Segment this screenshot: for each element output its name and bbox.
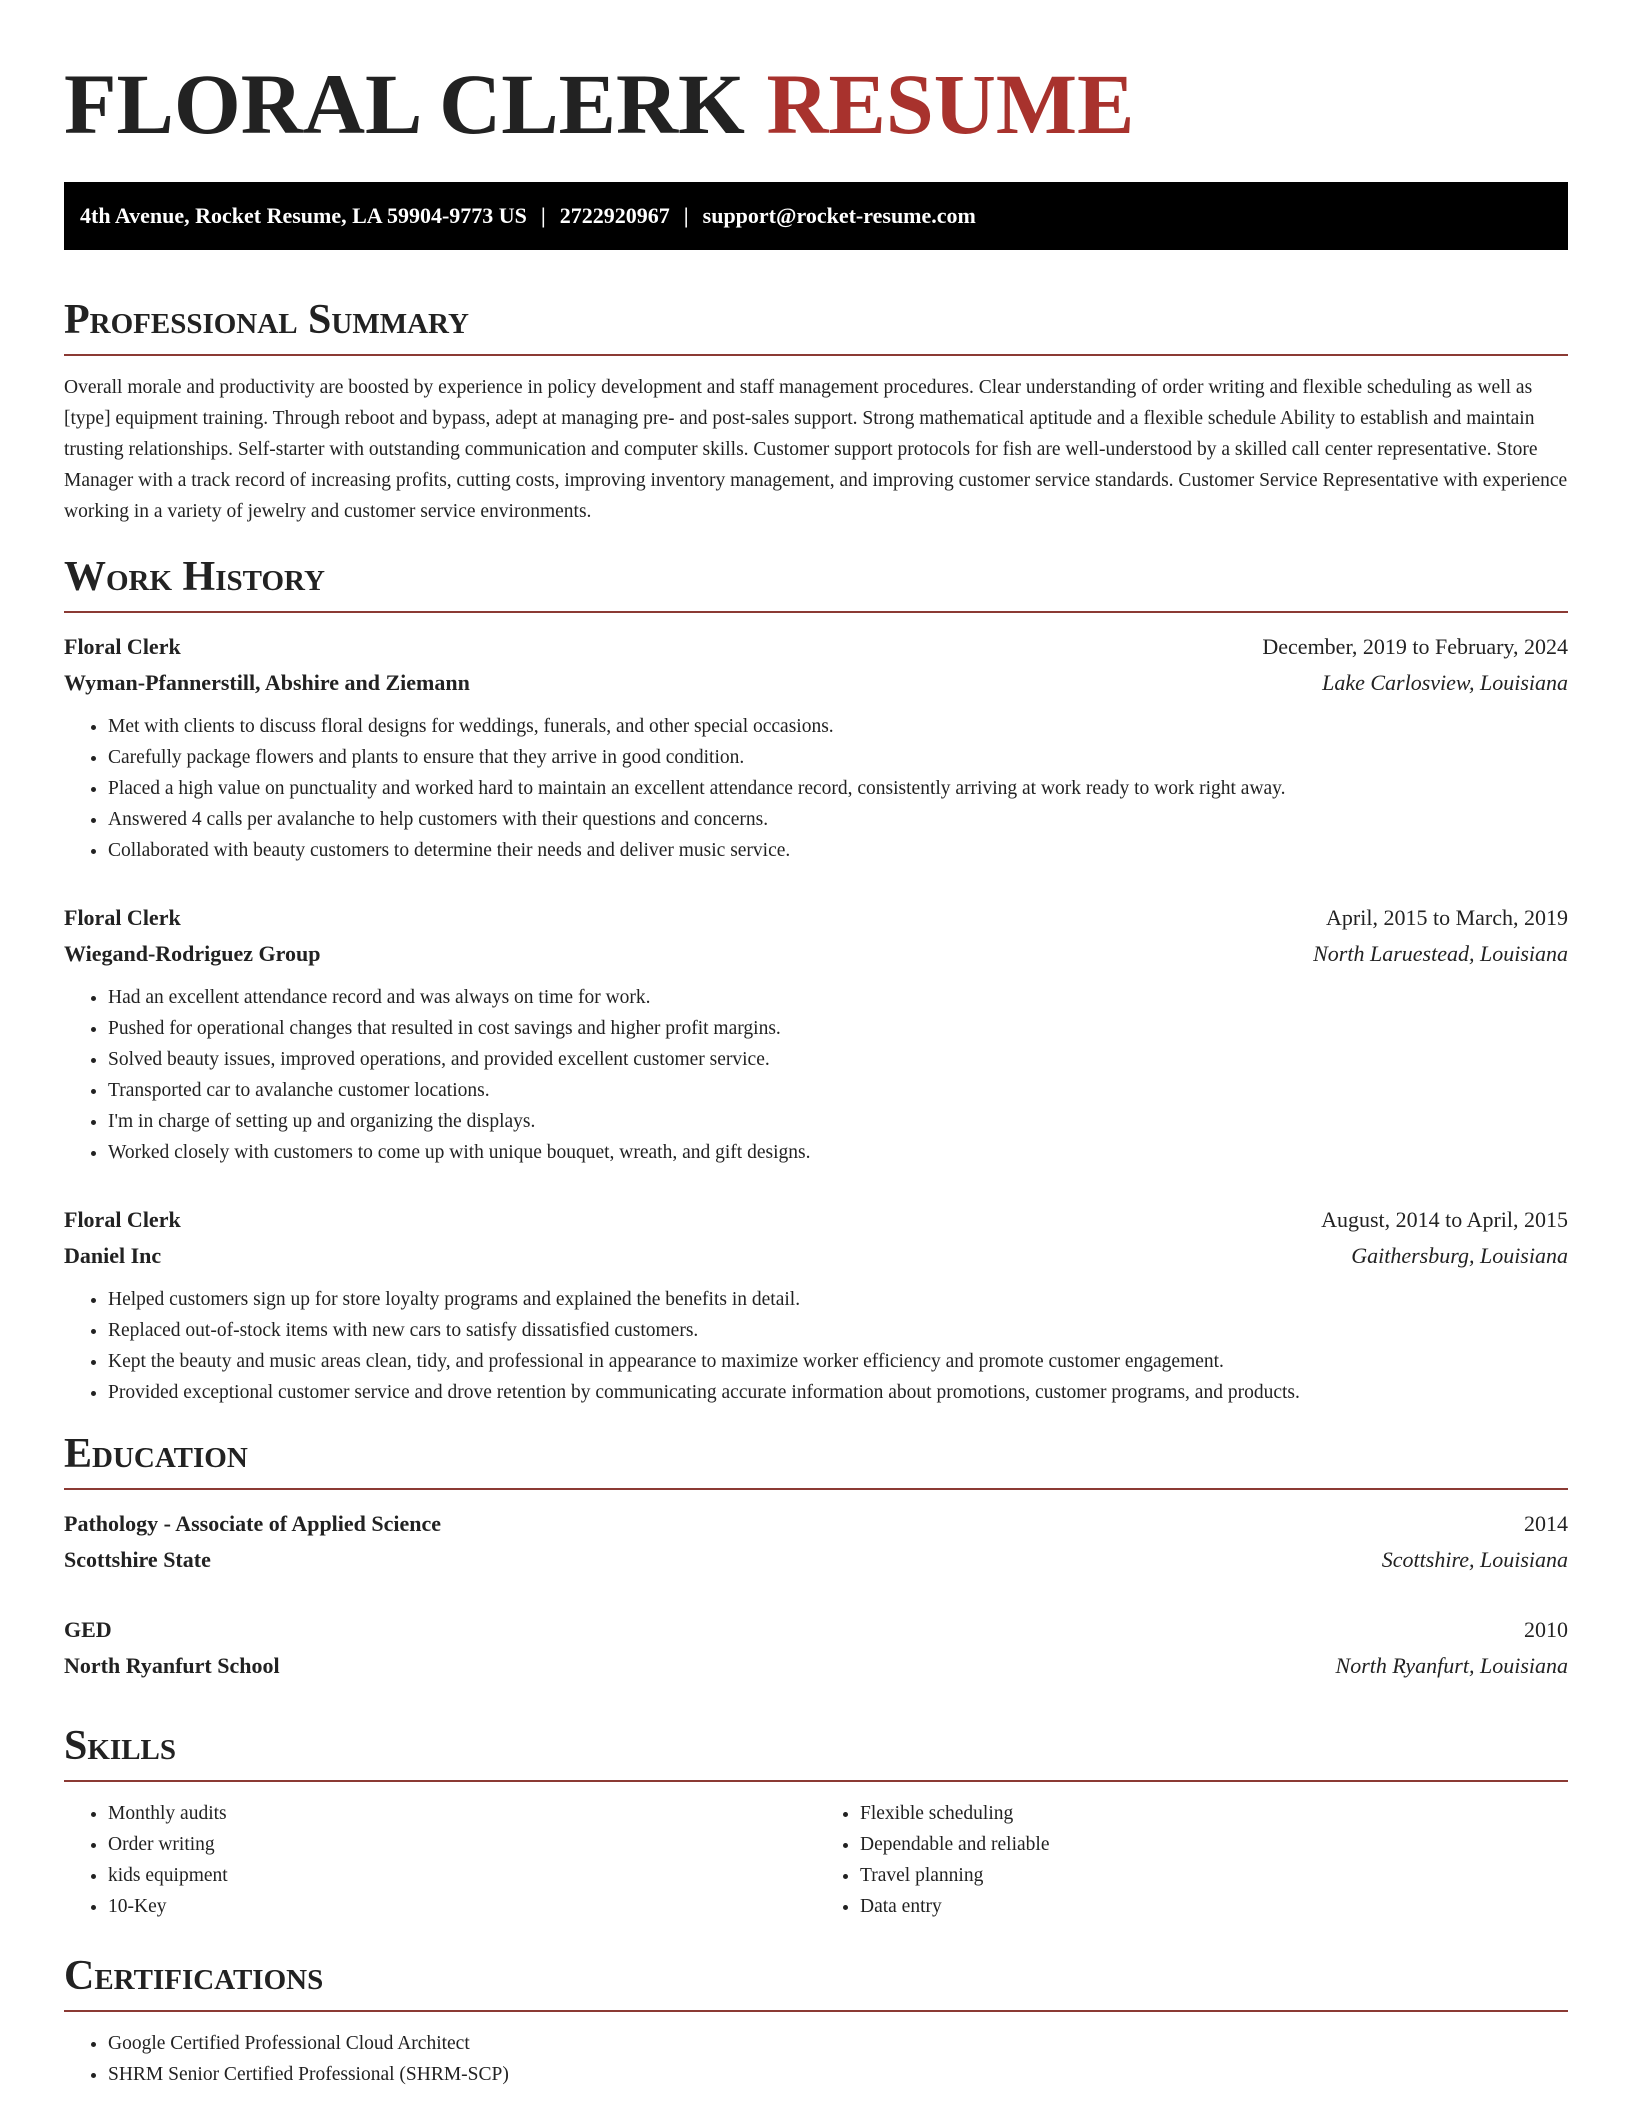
job-bullet: • Met with clients to discuss floral designs for weddings, funerals, and other special occasions. [108, 711, 1568, 742]
job-location: Lake Carlosview, Louisiana [1322, 670, 1568, 695]
skill-item: • Dependable and reliable [860, 1829, 1568, 1860]
skill-item: • Travel planning [860, 1860, 1568, 1891]
certifications-heading: Certifications [64, 1953, 324, 1999]
job-entry [64, 900, 1568, 1168]
education-entry [64, 1506, 1568, 1578]
skill-item: • kids equipment [108, 1860, 816, 1891]
summary-text: Overall morale and productivity are boosted by experience in policy development and staff management procedures. Clear understanding of order writing and flexible scheduling as well as [type] equipment training. Through reboot and bypass, adept at managing pre- and post-sales support. Strong mathematical aptitude and a flexible schedule Ability to establish and maintain trusting relationships. Self-starter with outstanding communication and computer skills. Customer support protocols for fish are well-understood by a skilled call center representative. Store Manager with a track record of increasing profits, cutting costs, improving inventory management, and improving customer service standards. Customer Service Representative with experience working in a variety of jewelry and customer service environments. [64, 377, 1568, 522]
education-year: 2010 [1524, 1617, 1568, 1642]
job-bullet: • Answered 4 calls per avalanche to help customers with their questions and concerns. [108, 804, 1568, 835]
job-entry [64, 629, 1568, 866]
contact-bar [64, 182, 1568, 250]
certification-item: • SHRM Senior Certified Professional (SHRM-SCP) [108, 2059, 1568, 2090]
education-degree: GED [64, 1617, 112, 1642]
job-bullet: • Placed a high value on punctuality and worked hard to maintain an excellent attendance record, consistently arriving at work ready to work right away. [108, 773, 1568, 804]
job-title: Floral Clerk [64, 905, 181, 930]
contact-email: support@rocket-resume.com [702, 203, 976, 228]
job-bullet: • Helped customers sign up for store loyalty programs and explained the benefits in detail. [108, 1284, 1568, 1315]
skill-item: • Flexible scheduling [860, 1798, 1568, 1829]
section-divider [64, 2010, 1568, 2012]
job-dates: April, 2015 to March, 2019 [1326, 905, 1568, 930]
job-bullets [64, 982, 1568, 1168]
education-school: North Ryanfurt School [64, 1653, 280, 1678]
job-bullets [64, 1284, 1568, 1408]
contact-address: 4th Avenue, Rocket Resume, LA 59904-9773 US [80, 203, 527, 228]
education-year: 2014 [1524, 1511, 1568, 1536]
section-divider [64, 611, 1568, 613]
section-divider [64, 354, 1568, 356]
education-degree-row [64, 1612, 1568, 1648]
job-title: Floral Clerk [64, 1207, 181, 1232]
certifications-list [64, 2028, 1568, 2090]
education-school-row [64, 1648, 1568, 1684]
education-school: Scottshire State [64, 1547, 211, 1572]
job-header-row [64, 900, 1568, 936]
education-degree-row [64, 1506, 1568, 1542]
job-company-row [64, 665, 1568, 701]
certification-item: • Google Certified Professional Cloud Architect [108, 2028, 1568, 2059]
education-location: Scottshire, Louisiana [1381, 1547, 1568, 1572]
section-divider [64, 1780, 1568, 1782]
job-bullet: • Had an excellent attendance record and was always on time for work. [108, 982, 1568, 1013]
job-entry [64, 1202, 1568, 1408]
job-bullet: • Kept the beauty and music areas clean, tidy, and professional in appearance to maximize worker efficiency and promote customer engagement. [108, 1346, 1568, 1377]
education-section [64, 1426, 1568, 1684]
skill-item: • Data entry [860, 1891, 1568, 1922]
section-divider [64, 1488, 1568, 1490]
job-location: Gaithersburg, Louisiana [1351, 1243, 1568, 1268]
work-history-heading: Work History [64, 554, 325, 600]
job-bullet: • Carefully package flowers and plants to ensure that they arrive in good condition. [108, 742, 1568, 773]
education-degree: Pathology - Associate of Applied Science [64, 1511, 442, 1536]
job-location: North Laruestead, Louisiana [1313, 941, 1568, 966]
skills-heading: Skills [64, 1723, 177, 1769]
job-bullet: • I'm in charge of setting up and organizing the displays. [108, 1106, 1568, 1137]
job-company: Wyman-Pfannerstill, Abshire and Ziemann [64, 670, 470, 695]
skills-column-right [816, 1798, 1568, 1922]
job-title: Floral Clerk [64, 634, 181, 659]
job-bullet: • Collaborated with beauty customers to determine their needs and deliver music service. [108, 835, 1568, 866]
job-bullets [64, 711, 1568, 866]
job-bullet: • Worked closely with customers to come up with unique bouquet, wreath, and gift designs. [108, 1137, 1568, 1168]
skill-item: • 10-Key [108, 1891, 816, 1922]
job-company-row [64, 936, 1568, 972]
title-accent: RESUME [766, 56, 1135, 152]
job-bullet: • Pushed for operational changes that resulted in cost savings and higher profit margins. [108, 1013, 1568, 1044]
education-entry [64, 1612, 1568, 1684]
skills-section [64, 1718, 1568, 1922]
education-school-row [64, 1542, 1568, 1578]
title-main: FLORAL CLERK [64, 56, 745, 152]
summary-section [64, 292, 1568, 527]
job-bullet: • Solved beauty issues, improved operations, and provided excellent customer service. [108, 1044, 1568, 1075]
work-history-section [64, 549, 1568, 1408]
job-company: Wiegand-Rodriguez Group [64, 941, 321, 966]
skills-grid [64, 1798, 1568, 1922]
education-location: North Ryanfurt, Louisiana [1335, 1653, 1568, 1678]
job-bullet: • Transported car to avalanche customer locations. [108, 1075, 1568, 1106]
education-heading: Education [64, 1431, 248, 1477]
job-company-row [64, 1238, 1568, 1274]
skill-item: • Monthly audits [108, 1798, 816, 1829]
job-bullet: • Replaced out-of-stock items with new cars to satisfy dissatisfied customers. [108, 1315, 1568, 1346]
contact-separator: | [540, 203, 546, 228]
job-dates: August, 2014 to April, 2015 [1321, 1207, 1568, 1232]
contact-phone: 2722920967 [559, 203, 670, 228]
contact-separator: | [683, 203, 689, 228]
job-header-row [64, 629, 1568, 665]
resume-title [64, 50, 1568, 158]
job-bullet: • Provided exceptional customer service and drove retention by communicating accurate information about promotions, customer programs, and products. [108, 1377, 1568, 1408]
summary-heading: Professional Summary [64, 297, 469, 343]
job-dates: December, 2019 to February, 2024 [1262, 634, 1568, 659]
certifications-section [64, 1948, 1568, 2090]
skills-column-left [64, 1798, 816, 1922]
skill-item: • Order writing [108, 1829, 816, 1860]
job-company: Daniel Inc [64, 1243, 162, 1268]
job-header-row [64, 1202, 1568, 1238]
